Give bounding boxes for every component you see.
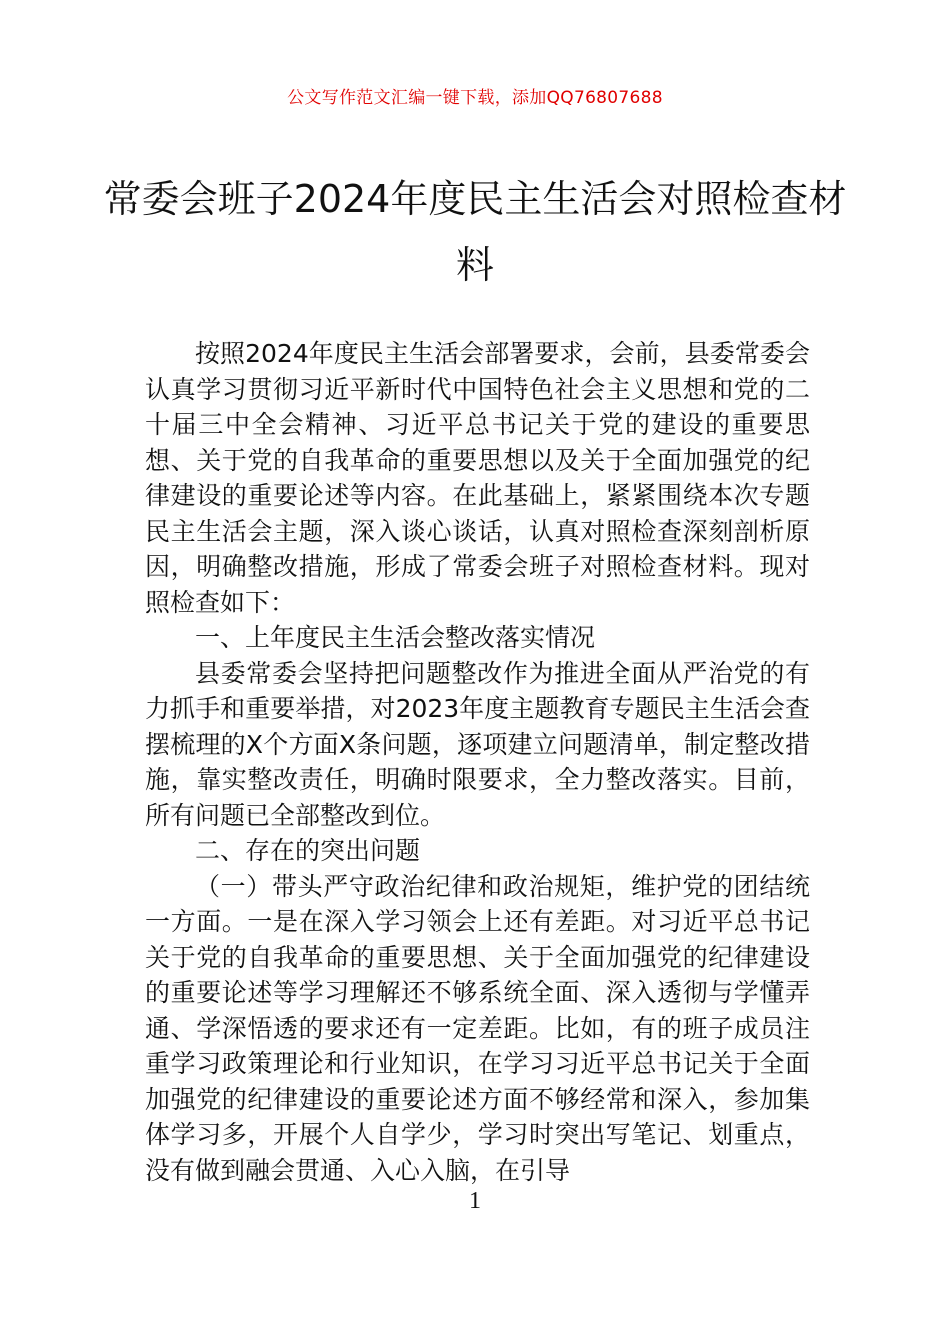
document-body	[145, 336, 810, 1188]
section-2-paragraph: （一）带头严守政治纪律和政治规矩，维护党的团结统一方面。一是在深入学习领会上还有差距。对习近平总书记关于党的自我革命的重要思想、关于全面加强党的纪律建设的重要论述等学习理解还不够系统全面、深入透彻与学懂弄通、学深悟透的要求还有一定差距。比如，有的班子成员注重学习政策理论和行业知识，在学习习近平总书记关于全面加强党的纪律建设的重要论述方面不够经常和深入，参加集体学习多，开展个人自学少，学习时突出写笔记、划重点，没有做到融会贯通、入心入脑，在引导	[145, 871, 810, 1185]
intro-paragraph: 按照2024年度民主生活会部署要求，会前，县委常委会认真学习贯彻习近平新时代中国特色社会主义思想和党的二十届三中全会精神、习近平总书记关于党的建设的重要思想、关于党的自我革命的重要思想以及关于全面加强党的纪律建设的重要论述等内容。在此基础上，紧紧围绕本次专题民主生活会主题，深入谈心谈话，认真对照检查深刻剖析原因，明确整改措施，形成了常委会班子对照检查材料。现对照检查如下：	[145, 339, 810, 617]
header-ad-text: 公文写作范文汇编一键下载，添加QQ76807688	[287, 88, 663, 108]
section-heading-1: 一、上年度民主生活会整改落实情况	[195, 623, 596, 652]
page-number: 1	[469, 1188, 481, 1214]
section-heading-2: 二、存在的突出问题	[195, 836, 421, 865]
document-title: 常委会班子2024年度民主生活会对照检查材料	[103, 177, 847, 287]
section-1-paragraph: 县委常委会坚持把问题整改作为推进全面从严治党的有力抓手和重要举措，对2023年度主题教育专题民主生活会查摆梳理的X个方面X条问题，逐项建立问题清单，制定整改措施，靠实整改责任，明确时限要求，全力整改落实。目前，所有问题已全部整改到位。	[145, 658, 810, 830]
